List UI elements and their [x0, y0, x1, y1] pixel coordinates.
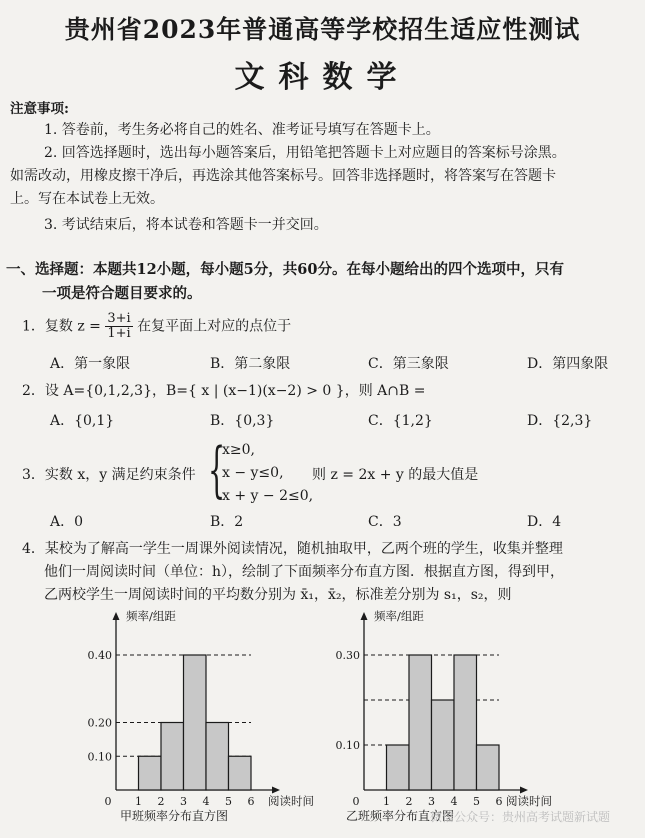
histogram-class-a	[82, 608, 332, 836]
chart-b-bar	[409, 655, 432, 790]
notice-item-2-cont2: 上。写在本试卷上无效。	[10, 191, 164, 207]
chart-b-x-tick-label: 5	[473, 795, 480, 808]
section-heading-cont: 一项是符合题目要求的。	[42, 285, 202, 302]
q3-option-c: C．3	[368, 514, 402, 530]
q1-prefix: 1．复数 z =	[22, 318, 101, 335]
notice-item-1: 1. 答卷前，考生务必将自己的姓名、准考证号填写在答题卡上。	[44, 122, 440, 138]
question-3-suffix: 则 z = 2x + y 的最大值是	[312, 467, 479, 483]
chart-b-bar	[477, 745, 500, 790]
chart-b-y-axis-arrow	[361, 612, 368, 620]
q3-option-b: B．2	[210, 514, 244, 530]
chart-b-chart-title: 乙班频率分布直方图	[345, 809, 455, 823]
chart-a-bar	[161, 723, 184, 791]
question-2: 2．设 A={0,1,2,3}，B={ x | (x−1)(x−2) > 0 }，则 A∩B =	[22, 383, 426, 399]
chart-a-x-tick-label: 3	[180, 795, 187, 808]
exam-title: 贵州省2023年普通高等学校招生适应性测试	[64, 15, 581, 44]
notice-heading: 注意事项:	[10, 101, 69, 117]
q3-constraint-2: x − y≤0,	[222, 465, 284, 481]
notice-item-3: 3. 考试结束后，将本试卷和答题卡一并交回。	[44, 217, 328, 233]
question-4-line-1: 4．某校为了解高一学生一周课外阅读情况，随机抽取甲，乙两个班的学生，收集并整理	[22, 541, 563, 557]
q2-option-b: B．{0,3}	[210, 413, 275, 429]
q1-numerator: 3+i	[107, 311, 131, 326]
q2-option-d: D．{2,3}	[527, 413, 593, 429]
chart-b-y-tick-label: 0.30	[335, 649, 360, 662]
chart-a-x-tick-label: 2	[157, 795, 165, 808]
chart-b-bar	[454, 655, 477, 790]
chart-a-x-tick-label: 1	[135, 795, 142, 808]
notice-item-2: 2. 回答选择题时，选出每小题答案后，用铅笔把答题卡上对应题目的答案标号涂黑。	[44, 145, 566, 161]
chart-a-x-tick-label: 0	[104, 795, 112, 808]
chart-b-x-tick-label: 2	[405, 795, 413, 808]
chart-a-bar	[184, 655, 207, 790]
chart-a-bar	[229, 756, 252, 790]
q3-constraint-1: x≥0,	[222, 442, 255, 458]
chart-a-chart-title: 甲班频率分布直方图	[119, 809, 229, 823]
q3-brace: {	[208, 435, 226, 505]
q1-option-d: D．第四象限	[527, 356, 609, 372]
chart-b-y-axis-label: 频率/组距	[374, 609, 424, 623]
chart-a-y-tick-label: 0.20	[87, 716, 112, 730]
question-4-line-2: 他们一周阅读时间（单位：h），绘制了下面频率分布直方图．根据直方图，得到甲，	[44, 564, 565, 580]
chart-a-x-axis-arrow	[272, 787, 280, 794]
chart-b-x-axis-arrow	[520, 787, 528, 794]
question-1	[22, 312, 291, 341]
chart-b-y-tick-label: 0.10	[335, 739, 360, 752]
chart-a-x-tick-label: 6	[247, 795, 255, 808]
q1-fraction	[105, 312, 132, 341]
q2-option-c: C．{1,2}	[368, 413, 433, 429]
chart-a-bar	[206, 723, 229, 791]
chart-b-x-tick-label: 4	[450, 795, 458, 808]
chart-b-x-tick-label: 0	[352, 795, 360, 808]
subject-title: 文科数学	[234, 60, 411, 95]
chart-a-bar	[139, 756, 162, 790]
question-3-prefix: 3．实数 x，y 满足约束条件	[22, 467, 196, 483]
notice-item-2-cont: 如需改动，用橡皮擦干净后，再选涂其他答案标号。回答非选择题时，将答案写在答题卡	[10, 168, 556, 184]
chart-b-bar	[387, 745, 410, 790]
chart-a-y-axis-label: 频率/组距	[126, 609, 176, 623]
chart-a-y-tick-label: 0.40	[87, 649, 112, 662]
q3-constraint-3: x + y − 2≤0,	[222, 488, 314, 504]
chart-a-y-axis-arrow	[113, 612, 120, 620]
chart-b-x-tick-label: 3	[428, 795, 435, 808]
question-4-line-3: 乙两校学生一周阅读时间的平均数分别为 x̄₁，x̄₂，标准差分别为 s₁，s₂，则	[44, 587, 512, 603]
histogram-class-b	[335, 608, 642, 836]
q2-option-a: A．{0,1}	[50, 413, 115, 429]
q1-option-b: B．第二象限	[210, 356, 291, 372]
chart-b-x-tick-label: 6	[495, 795, 503, 808]
chart-a-x-tick-label: 4	[202, 795, 210, 808]
watermark-text: 微信公众号：贵州高考试题新试题	[430, 810, 611, 824]
chart-a-x-tick-label: 5	[225, 795, 232, 808]
chart-b-x-axis-label: 阅读时间	[506, 794, 552, 808]
q3-option-d: D．4	[527, 514, 562, 530]
q1-option-c: C．第三象限	[368, 356, 449, 372]
q1-denominator: 1+i	[107, 326, 131, 341]
chart-b-x-tick-label: 1	[383, 795, 390, 808]
chart-a-x-axis-label: 阅读时间	[268, 794, 314, 808]
q3-option-a: A．0	[50, 514, 84, 530]
q1-option-a: A．第一象限	[50, 356, 131, 372]
q1-suffix: 在复平面上对应的点位于	[137, 318, 292, 335]
section-heading: 一、选择题：本题共12小题，每小题5分，共60分。在每小题给出的四个选项中，只有	[6, 261, 564, 278]
chart-a-y-tick-label: 0.10	[87, 750, 112, 764]
chart-b-bar	[432, 700, 455, 790]
